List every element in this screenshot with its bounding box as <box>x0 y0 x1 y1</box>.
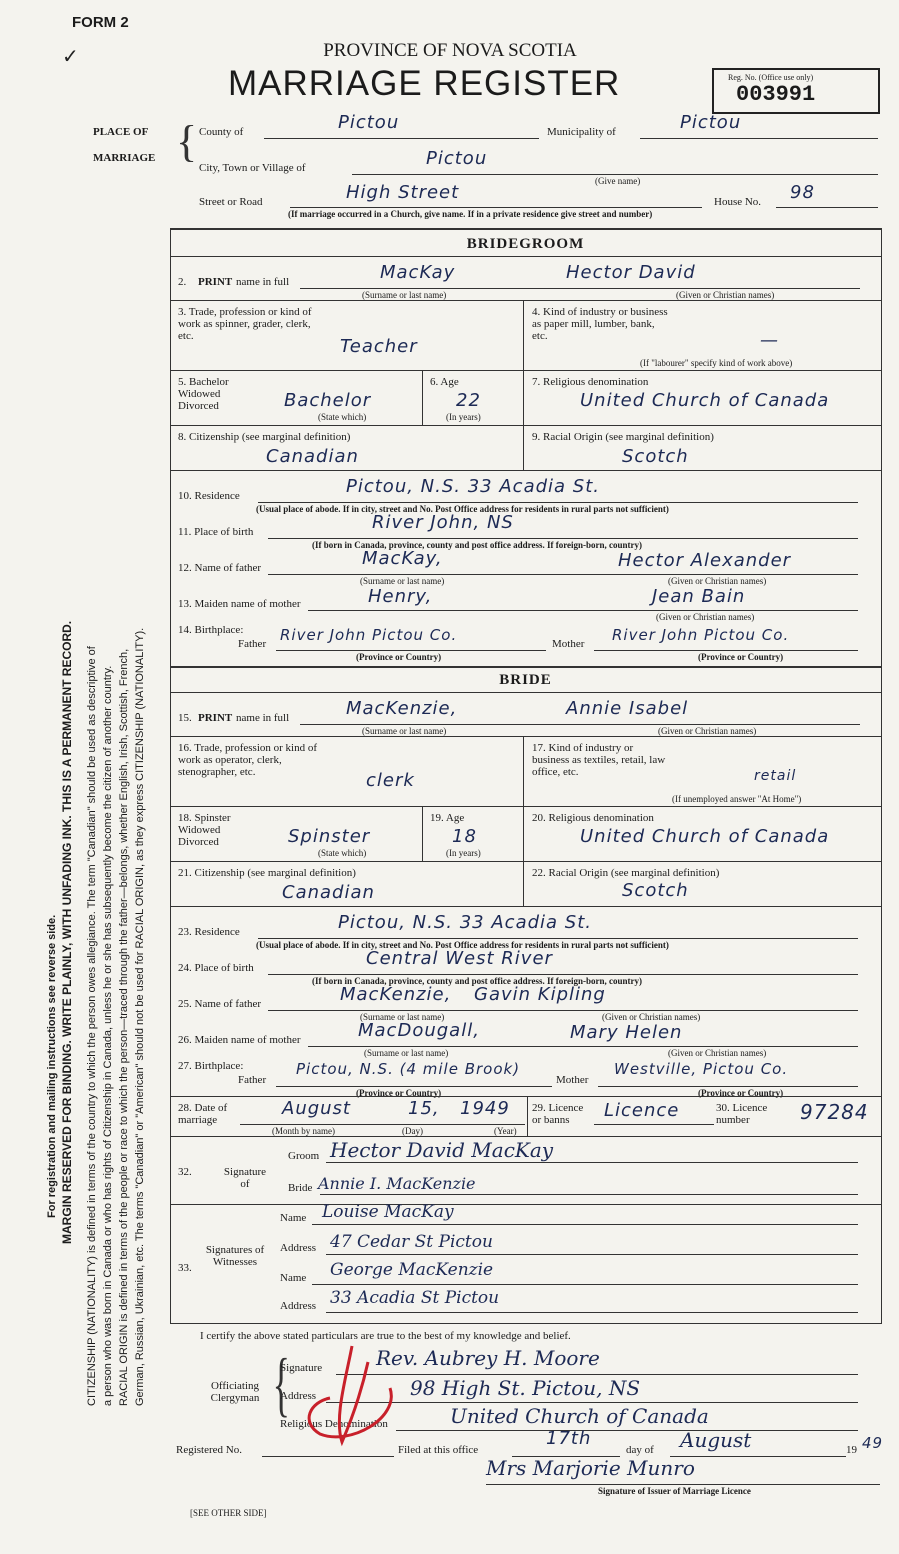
groom-birthplace-label: 14. Birthplace: <box>178 624 244 636</box>
margin-binding-note: MARGIN RESERVED FOR BINDING. WRITE PLAINLY, WITH UNFADING INK. THIS IS A PERMANENT RECORD. <box>60 620 74 1244</box>
clergy-religion: United Church of Canada <box>450 1404 709 1428</box>
groom-row8-divider <box>523 425 524 470</box>
groom-religion-label: 7. Religious denomination <box>532 376 649 388</box>
w1-address-line <box>326 1254 858 1255</box>
street-line <box>290 207 702 208</box>
bride-birthplace-label: 27. Birthplace: <box>178 1060 244 1072</box>
licence-no-label: 30. Licence number <box>716 1102 768 1126</box>
bride-top-rule <box>170 666 881 668</box>
month-caption: (Month by name) <box>272 1126 335 1136</box>
province-heading: PROVINCE OF NOVA SCOTIA <box>323 40 577 61</box>
groom-mother-given: Jean Bain <box>652 586 746 607</box>
county-line <box>264 138 539 139</box>
groom-birthplace-father-word: Father <box>238 638 267 650</box>
bride-birthplace-mother-word: Mother <box>556 1074 589 1086</box>
w2-name: George MacKenzie <box>330 1260 494 1280</box>
groom-given-caption: (Given or Christian names) <box>676 290 775 300</box>
groom-sig-label: Groom <box>288 1150 320 1162</box>
groom-surname: MacKay <box>380 262 456 283</box>
bride-father-given: Gavin Kipling <box>474 984 606 1005</box>
bride-row16-rule <box>170 736 881 737</box>
bride-sig-line <box>320 1194 858 1195</box>
licence-no: 97284 <box>800 1100 869 1124</box>
groom-father-given-caption: (Given or Christian names) <box>668 576 767 586</box>
see-other-side: [SEE OTHER SIDE] <box>190 1508 267 1518</box>
bride-industry: retail <box>754 768 797 784</box>
issuer-caption: Signature of Issuer of Marriage Licence <box>598 1486 751 1496</box>
groom-state-caption: (State which) <box>318 412 367 422</box>
city-line <box>352 174 878 175</box>
groom-surname-caption: (Surname or last name) <box>362 290 447 300</box>
bride-mother-line <box>308 1046 858 1047</box>
day-of-label: day of <box>626 1444 654 1456</box>
witness-row-rule <box>170 1204 881 1205</box>
groom-name-print: PRINT <box>198 276 233 288</box>
bride-heading-rule <box>170 692 881 693</box>
bride-father-surname: MacKenzie, <box>340 984 452 1005</box>
w1-name-label: Name <box>280 1212 307 1224</box>
groom-residence-caption: (Usual place of abode. If in city, street and No. Post Office address for residents in rural parts not sufficient) <box>256 504 669 514</box>
registered-label: Registered No. <box>176 1444 242 1456</box>
bride-status: Spinster <box>288 826 371 847</box>
w2-address-label: Address <box>280 1300 317 1312</box>
reg-no-box <box>712 68 880 114</box>
groom-father-label: 12. Name of father <box>178 562 262 574</box>
groom-years-caption: (In years) <box>446 412 481 422</box>
groom-status: Bachelor <box>284 390 372 411</box>
marriage-day: 15, <box>408 1098 440 1119</box>
groom-father-birthplace-line <box>276 650 546 651</box>
groom-name-label: name in full <box>236 276 290 288</box>
bride-father-birthplace-line <box>276 1086 552 1087</box>
groom-trade: Teacher <box>340 336 418 357</box>
bride-status-label: 18. Spinster Widowed Divorced <box>178 812 231 848</box>
groom-father-prov-caption: (Province or Country) <box>356 652 442 662</box>
groom-birth: River John, NS <box>372 512 514 533</box>
groom-residence-label: 10. Residence <box>178 490 240 502</box>
date-divider <box>527 1096 528 1136</box>
margin-citizenship-def-1: CITIZENSHIP (NATIONALITY) is defined in terms of the country to which the person owes allegiance. The term "Canadian" should be used as descriptive of <box>86 646 98 1406</box>
bride-industry-label: 17. Kind of industry or business as textiles, retail, law office, etc. <box>532 742 666 778</box>
groom-given: Hector David <box>566 262 696 283</box>
reg-no: 003991 <box>736 82 816 107</box>
bride-row21-divider <box>523 861 524 906</box>
bride-row23-rule <box>170 906 881 907</box>
groom-mother-birthplace: River John Pictou Co. <box>612 626 790 644</box>
licence-value: Licence <box>604 1100 680 1121</box>
bride-religion: United Church of Canada <box>580 826 830 847</box>
sig-label: Signature of <box>223 1166 267 1190</box>
groom-row5-rule <box>170 370 881 371</box>
date-row-rule <box>170 1096 881 1097</box>
bride-given-caption: (Given or Christian names) <box>658 726 757 736</box>
bride-row18-rule <box>170 806 881 807</box>
groom-name-line <box>300 288 860 289</box>
groom-birthplace-mother-word: Mother <box>552 638 585 650</box>
filed-day: 17th <box>546 1428 592 1449</box>
groom-mother-line <box>308 610 858 611</box>
witness-no: 33. <box>178 1262 192 1274</box>
groom-age: 22 <box>456 390 481 411</box>
registered-line <box>262 1456 394 1457</box>
w1-name-line <box>312 1224 858 1225</box>
marriage-month: August <box>282 1098 351 1119</box>
clergy-signature-label: Signature <box>280 1362 323 1374</box>
groom-heading-rule <box>170 256 881 257</box>
bride-given: Annie Isabel <box>566 698 689 719</box>
bride-industry-caption: (If unemployed answer "At Home") <box>672 794 802 804</box>
bride-section-heading: BRIDE <box>499 672 552 688</box>
groom-mother-prov-caption: (Province or Country) <box>698 652 784 662</box>
bride-mother-given-caption: (Given or Christian names) <box>668 1048 767 1058</box>
bride-residence-caption: (Usual place of abode. If in city, street and No. Post Office address for residents in rural parts not sufficient) <box>256 940 669 950</box>
bride-father-surname-caption: (Surname or last name) <box>360 1012 445 1022</box>
place-heading-2: MARRIAGE <box>93 152 156 164</box>
form-label: FORM 2 <box>72 14 129 31</box>
groom-status-label: 5. Bachelor Widowed Divorced <box>178 376 229 412</box>
groom-citizenship-label: 8. Citizenship (see marginal definition) <box>178 431 351 443</box>
city-label: City, Town or Village of <box>199 162 306 174</box>
page-title: MARRIAGE REGISTER <box>228 64 621 103</box>
place-brace: { <box>176 117 198 166</box>
signature-row-rule <box>170 1136 881 1137</box>
bride-state-caption: (State which) <box>318 848 367 858</box>
bride-row16-divider <box>523 736 524 806</box>
bride-sig-label: Bride <box>288 1182 313 1194</box>
reg-no-label: Reg. No. (Office use only) <box>728 73 814 82</box>
w1-name: Louise MacKay <box>322 1202 454 1222</box>
house-label: House No. <box>714 196 762 208</box>
bride-father-prov-caption: (Province or Country) <box>356 1088 442 1098</box>
bride-residence-label: 23. Residence <box>178 926 240 938</box>
groom-father-given: Hector Alexander <box>618 550 792 571</box>
groom-row8-rule <box>170 425 881 426</box>
filed-year: 49 <box>862 1434 884 1452</box>
bride-name-no: 15. <box>178 712 192 724</box>
groom-mother-surname: Henry, <box>368 586 433 607</box>
bride-mother-surname-caption: (Surname or last name) <box>364 1048 449 1058</box>
day-caption: (Day) <box>402 1126 423 1136</box>
filed-month-line <box>670 1456 846 1457</box>
year-caption: (Year) <box>494 1126 517 1136</box>
bride-religion-label: 20. Religious denomination <box>532 812 654 824</box>
bride-name-line <box>300 724 860 725</box>
bride-mother-given: Mary Helen <box>570 1022 683 1043</box>
bride-father-line <box>268 1010 858 1011</box>
bride-row18-div1 <box>422 806 423 861</box>
bride-birth: Central West River <box>366 948 553 969</box>
groom-racial-label: 9. Racial Origin (see marginal definition) <box>532 431 714 443</box>
w2-address-line <box>326 1312 858 1313</box>
place-note: (If marriage occurred in a Church, give name. If in a private residence give street and number) <box>288 209 653 219</box>
filed-month: August <box>680 1428 752 1452</box>
bride-mother-prov-caption: (Province or Country) <box>698 1088 784 1098</box>
groom-mother-birthplace-line <box>594 650 858 651</box>
bride-father-given-caption: (Given or Christian names) <box>602 1012 701 1022</box>
bride-trade-label: 16. Trade, profession or kind of work as operator, clerk, stenographer, etc. <box>178 742 318 778</box>
groom-residence-line <box>258 502 858 503</box>
licence-label: 29. Licence or banns <box>532 1102 584 1126</box>
groom-racial: Scotch <box>622 446 689 467</box>
bride-birth-label: 24. Place of birth <box>178 962 254 974</box>
groom-row3-rule <box>170 300 881 301</box>
w1-address-label: Address <box>280 1242 317 1254</box>
groom-father-line <box>268 574 858 575</box>
municipality-label: Municipality of <box>547 126 616 138</box>
groom-citizenship: Canadian <box>266 446 359 467</box>
clergy-brace: { <box>272 1344 290 1424</box>
clergy-religion-label: Religious Denomination <box>280 1418 388 1430</box>
bride-racial-label: 22. Racial Origin (see marginal definition) <box>532 867 720 879</box>
groom-religion: United Church of Canada <box>580 390 830 411</box>
issuer-line <box>486 1484 880 1485</box>
filed-year-prefix: 19 <box>846 1444 857 1456</box>
issuer-signature: Mrs Marjorie Munro <box>486 1456 695 1480</box>
bride-signature: Annie I. MacKenzie <box>318 1174 476 1193</box>
w2-name-label: Name <box>280 1272 307 1284</box>
groom-mother-given-caption: (Given or Christian names) <box>656 612 755 622</box>
groom-father-birthplace: River John Pictou Co. <box>280 626 458 644</box>
groom-mother-label: 13. Maiden name of mother <box>178 598 301 610</box>
margin-citizenship-def-2: a person who was born in Canada or who has rights of Citizenship in Canada, unless he or she has subsequently become the citizen of another country. <box>102 665 114 1406</box>
bride-age: 18 <box>452 826 477 847</box>
clergy-signature: Rev. Aubrey H. Moore <box>376 1346 600 1370</box>
groom-birth-caption: (If born in Canada, province, county and post office address. If foreign-born, country) <box>312 540 643 550</box>
groom-sig-line <box>326 1162 858 1163</box>
place-heading-1: PLACE OF <box>93 126 149 138</box>
bride-father-birthplace: Pictou, N.S. (4 mile Brook) <box>296 1060 521 1078</box>
groom-name-no: 2. <box>178 276 187 288</box>
groom-age-label: 6. Age <box>430 376 459 388</box>
bride-citizenship: Canadian <box>282 882 375 903</box>
bride-birth-line <box>268 974 858 975</box>
groom-industry: — <box>760 330 779 351</box>
licence-line <box>594 1124 714 1125</box>
bride-trade: clerk <box>366 770 415 791</box>
groom-father-surname: MacKay, <box>362 548 443 569</box>
bride-mother-birthplace-line <box>598 1086 858 1087</box>
bride-name-label: name in full <box>236 712 290 724</box>
municipality-value: Pictou <box>680 112 742 133</box>
witness-label: Signatures of Witnesses <box>205 1244 265 1268</box>
bride-age-label: 19. Age <box>430 812 465 824</box>
bride-mother-label: 26. Maiden name of mother <box>178 1034 301 1046</box>
w2-address: 33 Acadia St Pictou <box>330 1288 500 1308</box>
clergy-address-label: Address <box>280 1390 317 1402</box>
groom-row10-rule <box>170 470 881 471</box>
groom-father-surname-caption: (Surname or last name) <box>360 576 445 586</box>
w1-address: 47 Cedar St Pictou <box>330 1232 493 1252</box>
groom-birth-label: 11. Place of birth <box>178 526 254 538</box>
bride-surname: MacKenzie, <box>346 698 458 719</box>
house-line <box>776 207 878 208</box>
ink-mark: ✓ <box>62 46 79 68</box>
margin-racial-def-1: RACIAL ORIGIN is defined in terms of the people or race to which the person—traced through the father—belongs, whether English, Irish, Scottish, French, <box>118 648 130 1406</box>
registrar-check-mark <box>290 1338 420 1448</box>
bride-row21-rule <box>170 861 881 862</box>
street-label: Street or Road <box>199 196 263 208</box>
groom-industry-label: 4. Kind of industry or business as paper mill, lumber, bank, etc. <box>532 306 668 342</box>
bride-birth-caption: (If born in Canada, province, county and post office address. If foreign-born, country) <box>312 976 643 986</box>
county-label: County of <box>199 126 244 138</box>
municipality-line <box>640 138 878 139</box>
bride-surname-caption: (Surname or last name) <box>362 726 447 736</box>
certify-text: I certify the above stated particulars are true to the best of my knowledge and belief. <box>200 1330 571 1342</box>
date-line <box>240 1124 525 1125</box>
groom-row3-divider <box>523 300 524 370</box>
filed-label: Filed at this office <box>398 1444 479 1456</box>
bride-name-print: PRINT <box>198 712 233 724</box>
bride-birthplace-father-word: Father <box>238 1074 267 1086</box>
city-value: Pictou <box>426 148 488 169</box>
bride-father-label: 25. Name of father <box>178 998 262 1010</box>
bride-residence-line <box>258 938 858 939</box>
groom-industry-caption: (If "labourer" specify kind of work above) <box>640 358 793 368</box>
clergy-label: Officiating Clergyman <box>210 1380 260 1404</box>
house-value: 98 <box>790 182 815 203</box>
give-name-caption: (Give name) <box>595 176 641 186</box>
bride-mother-birthplace: Westville, Pictou Co. <box>614 1060 789 1078</box>
bride-mother-surname: MacDougall, <box>358 1020 480 1041</box>
bride-years-caption: (In years) <box>446 848 481 858</box>
street-value: High Street <box>346 182 460 203</box>
margin-instructions: For registration and mailing instructions see reverse side. <box>46 914 58 1218</box>
groom-signature: Hector David MacKay <box>330 1138 554 1162</box>
groom-top-rule <box>170 228 881 230</box>
sig-no: 32. <box>178 1166 192 1178</box>
bride-residence: Pictou, N.S. 33 Acadia St. <box>338 912 592 933</box>
marriage-year: 1949 <box>460 1098 510 1119</box>
groom-birth-line <box>268 538 858 539</box>
clergy-religion-line <box>396 1430 858 1431</box>
date-label: 28. Date of marriage <box>178 1102 228 1126</box>
groom-row5-div1 <box>422 370 423 425</box>
groom-residence: Pictou, N.S. 33 Acadia St. <box>346 476 600 497</box>
clergy-address: 98 High St. Pictou, NS <box>410 1376 641 1400</box>
w2-name-line <box>312 1284 858 1285</box>
groom-section-heading: BRIDEGROOM <box>466 236 585 252</box>
bride-citizenship-label: 21. Citizenship (see marginal definition) <box>178 867 356 879</box>
bride-racial: Scotch <box>622 880 689 901</box>
margin-racial-def-2: German, Russian, Ukrainian, etc. The terms "Canadian" or "American" should not be used for RACIAL ORIGIN, as they express CITIZENSHIP (NATIONALITY). <box>134 627 146 1406</box>
county-value: Pictou <box>338 112 400 133</box>
groom-trade-label: 3. Trade, profession or kind of work as spinner, grader, clerk, etc. <box>178 306 312 342</box>
groom-row5-div2 <box>523 370 524 425</box>
bride-row18-div2 <box>523 806 524 861</box>
